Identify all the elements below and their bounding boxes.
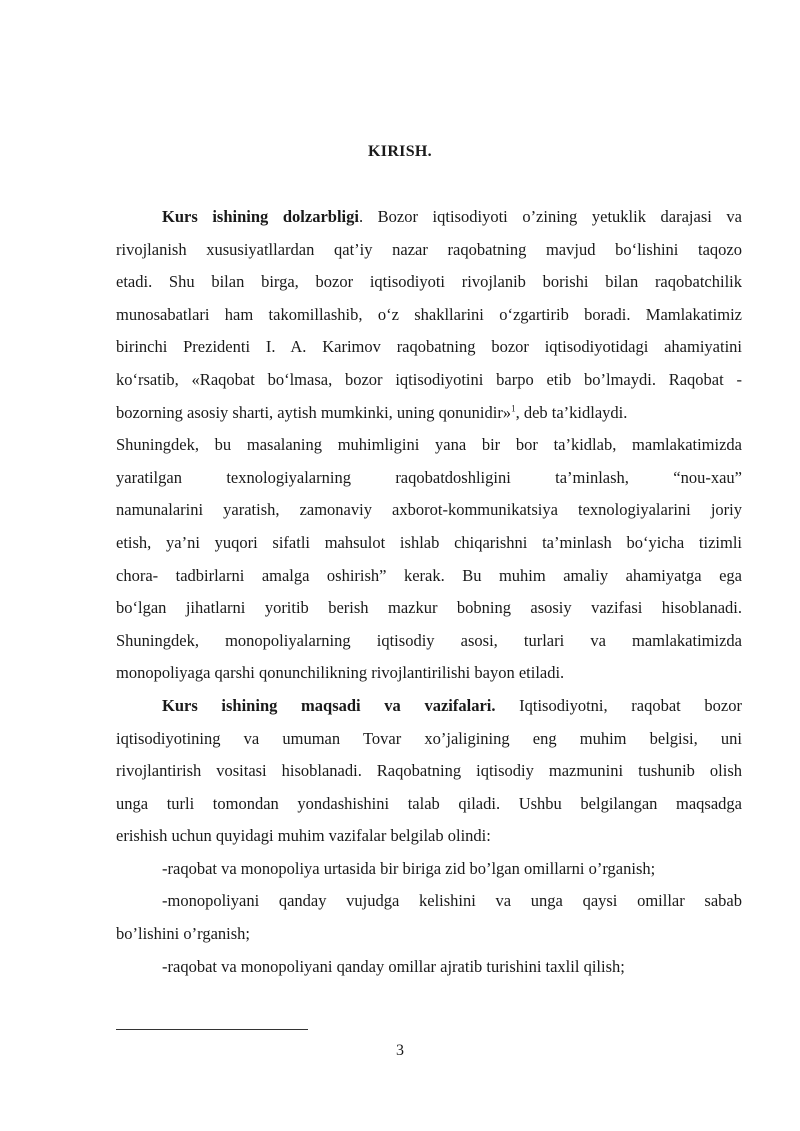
paragraph-lead: Kurs ishining maqsadi va vazifalari. bbox=[162, 695, 496, 715]
page-number: 3 bbox=[396, 1042, 404, 1059]
paragraph-line: Shuningdek, monopoliyalarning iqtisodiy asosi, turlari va mamlakatimizda bbox=[116, 630, 742, 650]
list-item: -raqobat va monopoliya urtasida bir biriga zid bo’lgan omillarni o’rganish; bbox=[162, 858, 656, 878]
list-item: -raqobat va monopoliyani qanday omillar ajratib turishini taxlil qilish; bbox=[162, 956, 625, 976]
footnote-separator bbox=[116, 1029, 308, 1030]
paragraph-line: bo‘lgan jihatlarni yoritib berish mazkur bobning asosiy vazifasi hisoblanadi. bbox=[116, 598, 742, 618]
paragraph-line: namunalarini yaratish, zamonaviy axborot-kommunikatsiya texnologiyalarini joriy bbox=[116, 500, 742, 520]
paragraph-importance bbox=[116, 429, 742, 690]
paragraph-lead: Kurs ishining dolzarbligi bbox=[162, 207, 359, 226]
body-text bbox=[116, 201, 742, 983]
task-list bbox=[116, 853, 742, 983]
list-item: -monopoliyani qanday vujudga kelishini va unga qaysi omillar sabab bbox=[162, 891, 742, 911]
paragraph-line: Shuningdek, bu masalaning muhimligini yana bir bor ta’kidlab, mamlakatimizda bbox=[116, 435, 742, 455]
paragraph-line: chora- tadbirlarni amalga oshirish” kerak. Bu muhim amaliy ahamiyatga ega bbox=[116, 565, 742, 585]
section-title: KIRISH. bbox=[368, 143, 432, 160]
paragraph-line: bozorning asosiy sharti, aytish mumkinki, uning qonunidir»$^1$, deb ta’kidlaydi. bbox=[116, 402, 628, 422]
paragraph-line: Kurs ishining maqsadi va vazifalari. Iqtisodiyotni, raqobat bozor bbox=[162, 695, 742, 715]
paragraph-line: etadi. Shu bilan birga, bozor iqtisodiyoti rivojlanib borishi bilan raqobatchilik bbox=[116, 272, 742, 292]
paragraph-line: iqtisodiyotining va umuman Tovar xo’jaligining eng muhim belgisi, uni bbox=[116, 728, 742, 748]
paragraph-line: yaratilgan texnologiyalarning raqobatdoshligini ta’minlash, “nou-xau” bbox=[116, 467, 742, 487]
paragraph-goals bbox=[116, 690, 742, 853]
paragraph-line: unga turli tomondan yondashishini talab qiladi. Ushbu belgilangan maqsadga bbox=[116, 793, 742, 813]
paragraph-line: etish, ya’ni yuqori sifatli mahsulot ishlab chiqarishni ta’minlash bo‘yicha tizimli bbox=[116, 532, 742, 552]
paragraph-line: rivojlantirish vositasi hisoblanadi. Raqobatning iqtisodiy mazmunini tushunib olish bbox=[116, 761, 742, 781]
paragraph-line: monopoliyaga qarshi qonunchilikning rivojlantirilishi bayon etiladi. bbox=[116, 663, 565, 683]
paragraph-line: rivojlanish xususiyatllardan qat’iy nazar raqobatning mavjud bo‘lishini taqozo bbox=[116, 239, 742, 259]
paragraph-line: ko‘rsatib, «Raqobat bo‘lmasa, bozor iqtisodiyotini barpo etib bo’lmaydi. Raqobat - bbox=[116, 369, 742, 389]
paragraph-line: birinchi Prezidenti I. A. Karimov raqobatning bozor iqtisodiyotidagi ahamiyatini bbox=[116, 337, 742, 357]
footnote-marker[interactable]: 1 bbox=[511, 403, 516, 414]
paragraph-line: Kurs ishining dolzarbligi. Bozor iqtisodiyoti o’zining yetuklik darajasi va bbox=[162, 207, 742, 226]
paragraph-line: munosabatlari ham takomillashib, o‘z shakllarini o‘zgartirib boradi. Mamlakatimiz bbox=[116, 304, 742, 324]
list-item-continuation: bo’lishini o’rganish; bbox=[116, 924, 250, 944]
paragraph-relevance bbox=[116, 201, 742, 429]
paragraph-line: erishish uchun quyidagi muhim vazifalar belgilab olindi: bbox=[116, 826, 491, 846]
